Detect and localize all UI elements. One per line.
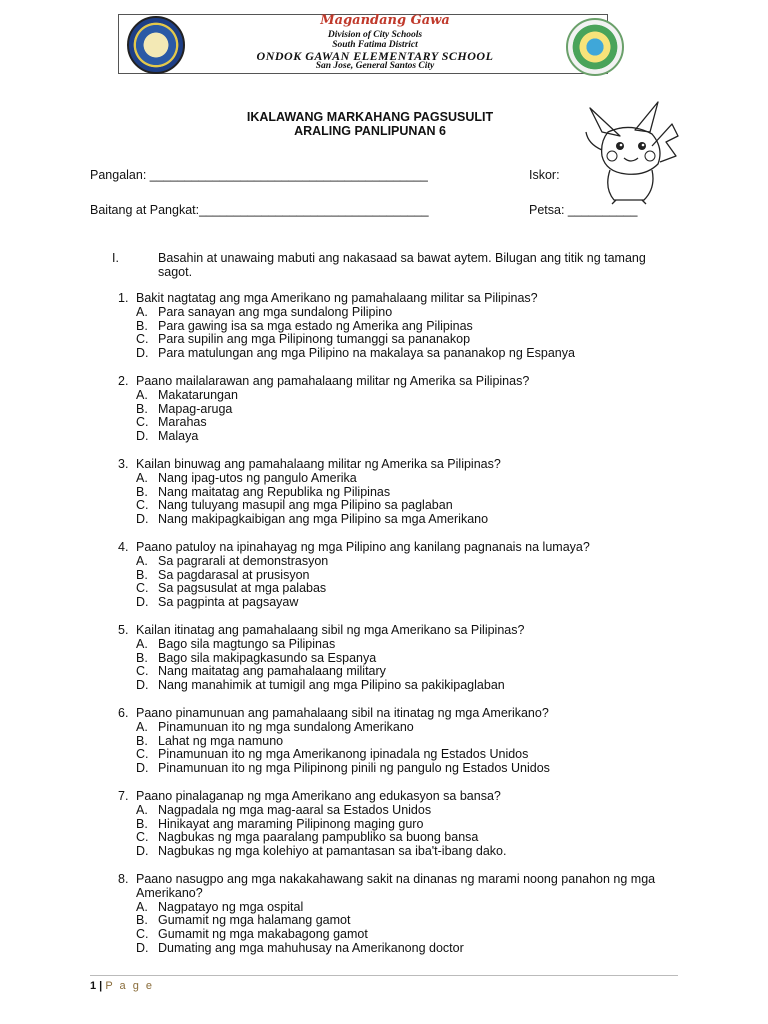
question-number: 3. — [118, 457, 129, 471]
option-text: Nagpadala ng mga mag-aaral sa Estados Unidos — [158, 802, 432, 817]
answer-option[interactable] — [118, 569, 678, 583]
option-letter: A. — [136, 470, 148, 485]
option-text: Nang maitatag ang pamahalaang military — [158, 664, 386, 679]
answer-option[interactable] — [118, 914, 678, 928]
answer-option[interactable] — [118, 306, 678, 320]
answer-option[interactable] — [118, 596, 678, 610]
grade-section-field: Baitang at Pangkat:_________________________________ — [90, 203, 429, 217]
option-letter: A. — [136, 304, 148, 319]
option-text: Lahat ng mga namuno — [158, 733, 284, 748]
section-number: I. — [112, 251, 119, 265]
school-address: San Jose, General Santos City — [315, 61, 435, 71]
option-letter: B. — [136, 816, 148, 831]
answer-option[interactable] — [118, 320, 678, 334]
district-line: South Fatima District — [332, 40, 418, 50]
option-text: Nagbukas ng mga paaralang pampubliko sa buong bansa — [158, 830, 479, 845]
answer-option[interactable] — [118, 555, 678, 569]
page-number: 1 | — [90, 980, 103, 992]
option-text: Mapag-aruga — [158, 401, 233, 416]
option-letter: C. — [136, 747, 149, 762]
option-text: Gumamit ng mga halamang gamot — [158, 913, 351, 928]
question-number: 8. — [118, 872, 129, 886]
school-seal-logo — [127, 16, 185, 74]
footer-divider — [90, 975, 678, 976]
option-letter: A. — [136, 802, 148, 817]
answer-option[interactable] — [118, 333, 678, 347]
option-text: Nang maitatag ang Republika ng Pilipinas — [158, 484, 391, 499]
option-text: Nagbukas ng mga kolehiyo at pamantasan sa iba't-ibang dako. — [158, 844, 507, 859]
question-item — [118, 458, 678, 527]
option-text: Bago sila makipagkasundo sa Espanya — [158, 650, 377, 665]
option-letter: A. — [136, 899, 148, 914]
option-text: Marahas — [158, 415, 207, 430]
answer-option[interactable] — [118, 818, 678, 832]
answer-option[interactable] — [118, 831, 678, 845]
answer-option[interactable] — [118, 748, 678, 762]
question-number: 4. — [118, 540, 129, 554]
option-text: Para matulungan ang mga Pilipino na makalaya sa pananakop ng Espanya — [158, 346, 575, 361]
question-text: Paano pinamunuan ang pamahalaang sibil na itinatag ng mga Amerikano? — [136, 706, 549, 720]
option-text: Sa pagpinta at pagsayaw — [158, 595, 299, 610]
answer-option[interactable] — [118, 389, 678, 403]
answer-option[interactable] — [118, 486, 678, 500]
question-text: Paano nasugpo ang mga nakakahawang sakit na dinanas ng marami noong panahon ng mga Amerikano? — [136, 872, 656, 900]
option-text: Makatarungan — [158, 387, 238, 402]
question-number: 5. — [118, 623, 129, 637]
option-text: Sa pagsusulat at mga palabas — [158, 581, 327, 596]
option-letter: D. — [136, 512, 149, 527]
answer-option[interactable] — [118, 499, 678, 513]
answer-option[interactable] — [118, 513, 678, 527]
option-letter: C. — [136, 581, 149, 596]
question-text: Paano mailalarawan ang pamahalaang militar ng Amerika sa Pilipinas? — [136, 374, 530, 388]
answer-option[interactable] — [118, 665, 678, 679]
question-item — [118, 873, 678, 956]
page-label: P a g e — [105, 980, 154, 992]
answer-option[interactable] — [118, 845, 678, 859]
option-text: Gumamit ng mga makabagong gamot — [158, 927, 368, 942]
answer-option[interactable] — [118, 430, 678, 444]
question-text: Kailan binuwag ang pamahalaang militar ng Amerika sa Pilipinas? — [136, 457, 501, 471]
question-number: 6. — [118, 706, 129, 720]
exam-title: IKALAWANG MARKAHANG PAGSUSULIT — [246, 110, 494, 124]
answer-option[interactable] — [118, 721, 678, 735]
subject-title: ARALING PANLIPUNAN 6 — [294, 124, 446, 138]
option-text: Para gawing isa sa mga estado ng Amerika ang Pilipinas — [158, 318, 473, 333]
answer-option[interactable] — [118, 638, 678, 652]
option-letter: B. — [136, 484, 148, 499]
pikachu-illustration — [580, 96, 685, 206]
option-letter: D. — [136, 844, 149, 859]
option-text: Hinikayat ang maraming Pilipinong maging guro — [158, 816, 424, 831]
option-letter: C. — [136, 498, 149, 513]
option-letter: B. — [136, 650, 148, 665]
banner-logo-text: Magandang Gawa — [320, 13, 450, 28]
option-letter: A. — [136, 553, 148, 568]
option-text: Sa pagdarasal at prusisyon — [158, 567, 310, 582]
score-field: Iskor: — [529, 168, 560, 182]
option-letter: A. — [136, 719, 148, 734]
option-text: Nang tuluyang masupil ang mga Pilipino sa paglaban — [158, 498, 453, 513]
option-letter: C. — [136, 830, 149, 845]
answer-option[interactable] — [118, 472, 678, 486]
option-letter: B. — [136, 733, 148, 748]
option-text: Malaya — [158, 429, 199, 444]
question-item — [118, 624, 678, 693]
answer-option[interactable] — [118, 679, 678, 693]
option-letter: D. — [136, 940, 149, 955]
division-line: Division of City Schools — [327, 30, 423, 40]
option-letter: D. — [136, 678, 149, 693]
question-number: 2. — [118, 374, 129, 388]
option-letter: D. — [136, 595, 149, 610]
answer-option[interactable] — [118, 582, 678, 596]
option-letter: C. — [136, 664, 149, 679]
option-letter: D. — [136, 429, 149, 444]
option-letter: D. — [136, 761, 149, 776]
option-text: Pinamunuan ito ng mga Amerikanong ipinadala ng Estados Unidos — [158, 747, 529, 762]
question-number: 7. — [118, 789, 129, 803]
question-item — [118, 292, 678, 361]
question-text: Paano pinalaganap ng mga Amerikano ang edukasyon sa bansa? — [136, 789, 501, 803]
option-letter: A. — [136, 636, 148, 651]
option-text: Para sanayan ang mga sundalong Pilipino — [158, 304, 393, 319]
page-footer — [90, 980, 154, 992]
option-letter: B. — [136, 567, 148, 582]
option-text: Pinamunuan ito ng mga Pilipinong pinili ng pangulo ng Estados Unidos — [158, 761, 550, 776]
instructions-text: Basahin at unawaing mabuti ang nakasaad sa bawat aytem. Bilugan ang titik ng tamang sagot. — [158, 251, 646, 279]
option-text: Sa pagrarali at demonstrasyon — [158, 553, 329, 568]
option-letter: B. — [136, 401, 148, 416]
question-item — [118, 375, 678, 444]
question-item — [118, 790, 678, 859]
option-text: Nang makipagkaibigan ang mga Pilipino sa mga Amerikano — [158, 512, 489, 527]
option-letter: B. — [136, 913, 148, 928]
option-letter: D. — [136, 346, 149, 361]
answer-option[interactable] — [118, 942, 678, 956]
question-text: Bakit nagtatag ang mga Amerikano ng pamahalaang militar sa Pilipinas? — [136, 291, 538, 305]
name-field: Pangalan: ________________________________________ — [90, 168, 428, 182]
division-seal-logo — [566, 18, 624, 76]
answer-option[interactable] — [118, 652, 678, 666]
option-letter: C. — [136, 927, 149, 942]
answer-option[interactable] — [118, 901, 678, 915]
option-text: Dumating ang mga mahuhusay na Amerikanong doctor — [158, 940, 464, 955]
answer-option[interactable] — [118, 804, 678, 818]
question-number: 1. — [118, 291, 129, 305]
option-letter: A. — [136, 387, 148, 402]
option-letter: C. — [136, 332, 149, 347]
date-field: Petsa: __________ — [529, 203, 638, 217]
option-letter: C. — [136, 415, 149, 430]
answer-option[interactable] — [118, 928, 678, 942]
school-name: ONDOK GAWAN ELEMENTARY SCHOOL — [256, 49, 494, 63]
answer-option[interactable] — [118, 347, 678, 361]
answer-option[interactable] — [118, 403, 678, 417]
answer-option[interactable] — [118, 416, 678, 430]
option-text: Pinamunuan ito ng mga sundalong Amerikano — [158, 719, 414, 734]
answer-option[interactable] — [118, 762, 678, 776]
answer-option[interactable] — [118, 735, 678, 749]
question-item — [118, 541, 678, 610]
option-text: Nang ipag-utos ng pangulo Amerika — [158, 470, 357, 485]
option-text: Nagpatayo ng mga ospital — [158, 899, 304, 914]
option-text: Para supilin ang mga Pilipinong tumanggi sa pananakop — [158, 332, 471, 347]
option-text: Bago sila magtungo sa Pilipinas — [158, 636, 336, 651]
option-text: Nang manahimik at tumigil ang mga Pilipino sa pakikipaglaban — [158, 678, 505, 693]
question-text: Kailan itinatag ang pamahalaang sibil ng mga Amerikano sa Pilipinas? — [136, 623, 525, 637]
question-text: Paano patuloy na ipinahayag ng mga Pilipino ang kanilang pagnanais na lumaya? — [136, 540, 590, 554]
question-item — [118, 707, 678, 776]
option-letter: B. — [136, 318, 148, 333]
